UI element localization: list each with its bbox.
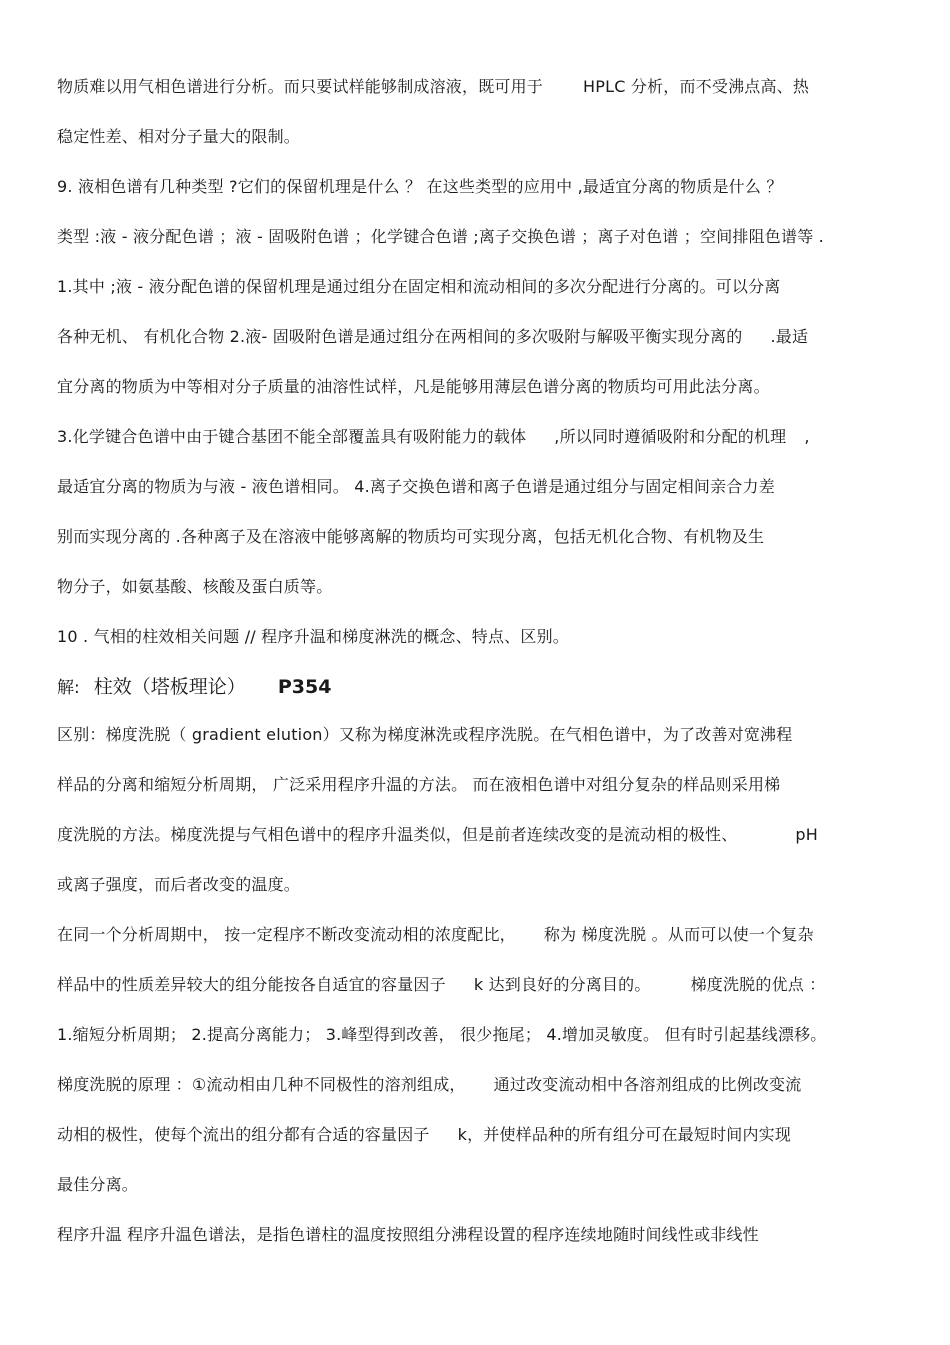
text-line [57,1075,897,1095]
text-line [57,577,897,597]
text-segment: .最适 [770,327,809,346]
answer-heading [57,675,331,700]
text-segment: 程序升温 程序升温色谱法，是指色谱柱的温度按照组分沸程设置的程序连续地随时间线性或非线性 [57,1225,759,1244]
text-segment: 1.缩短分析周期； 2.提高分离能力； 3.峰型得到改善， 很少拖尾； 4.增加灵敏度。 但有时引起基线漂移。 [57,1025,827,1044]
text-segment: 1.其中 ;液 - 液分配色谱的保留机理是通过组分在固定相和流动相间的多次分配进行分离的。可以分离 [57,277,781,296]
text-line [57,1125,897,1145]
text-line [57,975,897,995]
text-segment: ,所以同时遵循吸附和分配的机理 [554,427,787,446]
text-segment: 在同一个分析周期中， 按一定程序不断改变流动相的浓度配比， [57,925,516,944]
text-segment: 最佳分离。 [57,1175,139,1194]
text-segment: 称为 梯度洗脱 。从而可以使一个复杂 [543,925,814,944]
text-line [57,875,897,895]
question-10 [57,627,897,647]
text-segment: 梯度洗脱的原理 ：①流动相由几种不同极性的溶剂组成， [57,1075,466,1094]
text-segment: 最适宜分离的物质为与液 - 液色谱相同。 4.离子交换色谱和离子色谱是通过组分与固定相间亲合力差 [57,477,775,496]
text-line [57,775,897,795]
text-segment: 动相的极性，使每个流出的组分都有合适的容量因子 [57,1125,430,1144]
text-segment: 物分子，如氨基酸、核酸及蛋白质等。 [57,577,333,596]
text-segment: 3.化学键合色谱中由于键合基团不能全部覆盖具有吸附能力的载体 [57,427,527,446]
text-segment: 各种无机、 有机化合物 2.液- 固吸附色谱是通过组分在两相间的多次吸附与解吸平衡实现分离的 [57,327,743,346]
text-segment: HPLC 分析，而不受沸点高、热 [583,77,810,96]
text-line [57,127,897,147]
answer-title: 柱效（塔板理论） [93,676,246,698]
text-segment: 区别：梯度洗脱（ gradient elution）又称为梯度淋洗或程序洗脱。在气相色谱中，为了改善对宽沸程 [57,725,793,744]
text-segment: 10 . 气相的柱效相关问题 // 程序升温和梯度淋洗的概念、特点、区别。 [57,627,569,646]
text-segment: 9. 液相色谱有几种类型 ?它们的保留机理是什么 ？ 在这些类型的应用中 ,最适宜分离的物质是什么 ？ [57,177,783,196]
text-line [57,725,897,745]
text-segment: 度洗脱的方法。梯度洗提与气相色谱中的程序升温类似，但是前者连续改变的是流动相的极性、 [57,825,738,844]
text-segment: 样品的分离和缩短分析周期， 广泛采用程序升温的方法。 而在液相色谱中对组分复杂的样品则采用梯 [57,775,781,794]
text-line [57,1225,897,1245]
text-line [57,327,897,347]
text-line [57,1175,897,1195]
text-line [57,527,897,547]
question-9 [57,177,897,197]
text-line [57,925,897,945]
page-reference: P354 [277,676,332,698]
text-segment: 类型 :液 - 液分配色谱 ；液 - 固吸附色谱 ；化学键合色谱 ;离子交换色谱 ；离子对色谱 ；空间排阻色谱等 . [57,227,824,246]
text-segment: k 达到良好的分离目的。 [473,975,651,994]
text-segment: 梯度洗脱的优点 ： [690,975,826,994]
text-segment: pH [795,825,818,844]
text-segment: 稳定性差、相对分子量大的限制。 [57,127,301,146]
text-segment: , [804,427,810,446]
text-line [57,1025,897,1045]
text-segment: 别而实现分离的 .各种离子及在溶液中能够离解的物质均可实现分离，包括无机化合物、有机物及生 [57,527,765,546]
text-segment: 样品中的性质差异较大的组分能按各自适宜的容量因子 [57,975,446,994]
text-segment: 宜分离的物质为中等相对分子质量的油溶性试样，凡是能够用薄层色谱分离的物质均可用此法分离。 [57,377,770,396]
text-segment: 或离子强度，而后者改变的温度。 [57,875,301,894]
text-line [57,825,897,845]
text-segment: 通过改变流动相中各溶剂组成的比例改变流 [493,1075,802,1094]
text-segment: 物质难以用气相色谱进行分析。而只要试样能够制成溶液，既可用于 [57,77,544,96]
answer-prefix: 解: [57,678,80,698]
text-line [57,77,897,97]
text-line [57,277,897,297]
text-line [57,477,897,497]
text-line [57,377,897,397]
text-line [57,427,897,447]
text-segment: k，并使样品种的所有组分可在最短时间内实现 [457,1125,792,1144]
text-line [57,227,897,247]
